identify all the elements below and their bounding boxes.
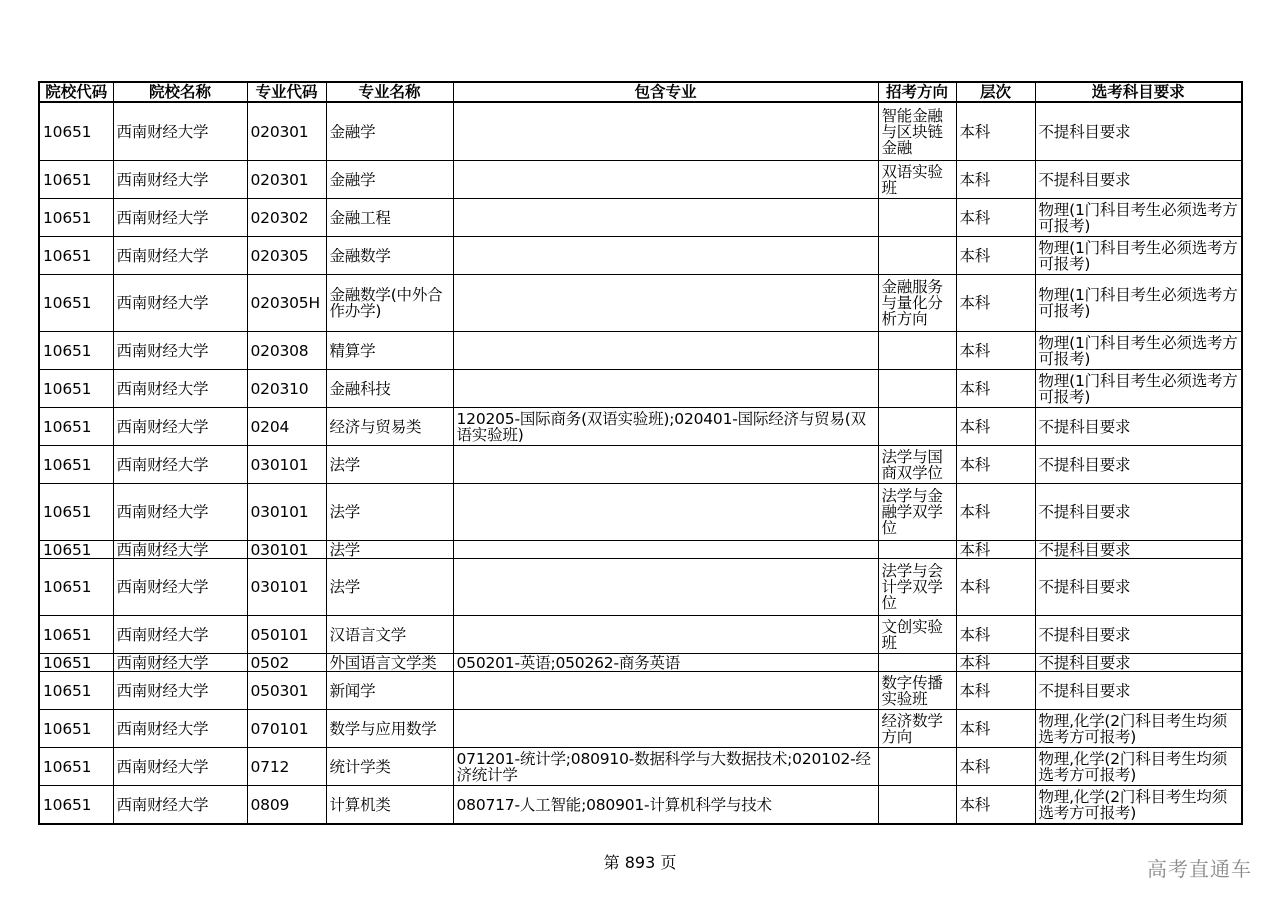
cell-school-code: 10651: [39, 654, 113, 672]
cell-direction: [878, 786, 956, 825]
cell-subject-requirement: 不提科目要求: [1035, 616, 1242, 654]
table-row: [39, 672, 1242, 710]
cell-level: 本科: [956, 408, 1035, 446]
cell-level: 本科: [956, 559, 1035, 616]
cell-major-name: 金融工程: [326, 199, 453, 237]
admission-table-container: [38, 81, 1241, 825]
cell-subject-requirement: 不提科目要求: [1035, 102, 1242, 161]
header-school-name: 院校名称: [113, 82, 247, 102]
table-row: [39, 332, 1242, 370]
cell-major-code: 020301: [247, 161, 326, 199]
cell-major-code: 020305H: [247, 275, 326, 332]
cell-school-code: 10651: [39, 484, 113, 541]
table-row: [39, 408, 1242, 446]
cell-subject-requirement: 物理(1门科目考生必须选考方可报考): [1035, 199, 1242, 237]
cell-major-code: 020301: [247, 102, 326, 161]
cell-direction: [878, 408, 956, 446]
cell-school-code: 10651: [39, 332, 113, 370]
cell-included-majors: 050201-英语;050262-商务英语: [453, 654, 878, 672]
table-row: [39, 748, 1242, 786]
cell-major-code: 030101: [247, 484, 326, 541]
cell-major-code: 070101: [247, 710, 326, 748]
cell-direction: [878, 654, 956, 672]
cell-school-name: 西南财经大学: [113, 161, 247, 199]
cell-level: 本科: [956, 672, 1035, 710]
cell-school-code: 10651: [39, 102, 113, 161]
cell-direction: 数字传播实验班: [878, 672, 956, 710]
cell-school-name: 西南财经大学: [113, 672, 247, 710]
cell-subject-requirement: 物理(1门科目考生必须选考方可报考): [1035, 237, 1242, 275]
cell-school-name: 西南财经大学: [113, 559, 247, 616]
cell-included-majors: [453, 616, 878, 654]
cell-subject-requirement: 不提科目要求: [1035, 446, 1242, 484]
page-number: 第 893 页: [603, 853, 677, 872]
cell-school-code: 10651: [39, 559, 113, 616]
cell-major-code: 050301: [247, 672, 326, 710]
cell-level: 本科: [956, 541, 1035, 559]
cell-included-majors: [453, 275, 878, 332]
cell-school-code: 10651: [39, 710, 113, 748]
cell-level: 本科: [956, 199, 1035, 237]
header-level: 层次: [956, 82, 1035, 102]
cell-subject-requirement: 物理(1门科目考生必须选考方可报考): [1035, 332, 1242, 370]
cell-direction: [878, 332, 956, 370]
cell-major-code: 050101: [247, 616, 326, 654]
table-row: [39, 616, 1242, 654]
cell-level: 本科: [956, 484, 1035, 541]
table-row: [39, 786, 1242, 825]
cell-school-code: 10651: [39, 672, 113, 710]
cell-major-name: 数学与应用数学: [326, 710, 453, 748]
cell-major-code: 030101: [247, 541, 326, 559]
table-row: [39, 541, 1242, 559]
cell-school-code: 10651: [39, 275, 113, 332]
cell-school-name: 西南财经大学: [113, 541, 247, 559]
cell-included-majors: [453, 541, 878, 559]
cell-subject-requirement: 不提科目要求: [1035, 161, 1242, 199]
table-row: [39, 654, 1242, 672]
cell-included-majors: [453, 672, 878, 710]
cell-direction: [878, 370, 956, 408]
table-row: [39, 102, 1242, 161]
cell-direction: [878, 541, 956, 559]
cell-subject-requirement: 不提科目要求: [1035, 559, 1242, 616]
cell-subject-requirement: 不提科目要求: [1035, 672, 1242, 710]
cell-major-code: 020302: [247, 199, 326, 237]
cell-subject-requirement: 不提科目要求: [1035, 541, 1242, 559]
cell-major-name: 金融学: [326, 102, 453, 161]
table-row: [39, 161, 1242, 199]
table-row: [39, 710, 1242, 748]
cell-school-name: 西南财经大学: [113, 275, 247, 332]
cell-level: 本科: [956, 654, 1035, 672]
cell-school-code: 10651: [39, 161, 113, 199]
cell-direction: 法学与会计学双学位: [878, 559, 956, 616]
cell-major-name: 金融科技: [326, 370, 453, 408]
table-row: [39, 237, 1242, 275]
cell-level: 本科: [956, 710, 1035, 748]
cell-major-name: 经济与贸易类: [326, 408, 453, 446]
table-row: [39, 199, 1242, 237]
header-major-name: 专业名称: [326, 82, 453, 102]
cell-school-name: 西南财经大学: [113, 616, 247, 654]
cell-subject-requirement: 不提科目要求: [1035, 408, 1242, 446]
cell-direction: 文创实验班: [878, 616, 956, 654]
cell-major-code: 0809: [247, 786, 326, 825]
cell-major-name: 统计学类: [326, 748, 453, 786]
cell-major-code: 020310: [247, 370, 326, 408]
cell-included-majors: [453, 710, 878, 748]
cell-subject-requirement: 物理(1门科目考生必须选考方可报考): [1035, 370, 1242, 408]
admission-table: [38, 81, 1243, 825]
cell-school-name: 西南财经大学: [113, 748, 247, 786]
cell-major-code: 0712: [247, 748, 326, 786]
cell-school-name: 西南财经大学: [113, 786, 247, 825]
cell-school-code: 10651: [39, 616, 113, 654]
header-major-code: 专业代码: [247, 82, 326, 102]
cell-included-majors: [453, 484, 878, 541]
cell-major-code: 030101: [247, 559, 326, 616]
cell-major-name: 新闻学: [326, 672, 453, 710]
cell-included-majors: 080717-人工智能;080901-计算机科学与技术: [453, 786, 878, 825]
table-header-row: [39, 82, 1242, 102]
watermark-text: 高考直通车: [1147, 857, 1252, 881]
table-row: [39, 446, 1242, 484]
cell-level: 本科: [956, 332, 1035, 370]
cell-school-code: 10651: [39, 370, 113, 408]
cell-direction: [878, 237, 956, 275]
cell-subject-requirement: 不提科目要求: [1035, 654, 1242, 672]
cell-included-majors: [453, 199, 878, 237]
cell-level: 本科: [956, 748, 1035, 786]
cell-included-majors: [453, 161, 878, 199]
cell-school-code: 10651: [39, 408, 113, 446]
cell-level: 本科: [956, 275, 1035, 332]
cell-major-code: 020308: [247, 332, 326, 370]
cell-direction: 法学与国商双学位: [878, 446, 956, 484]
cell-included-majors: 120205-国际商务(双语实验班);020401-国际经济与贸易(双语实验班): [453, 408, 878, 446]
cell-school-name: 西南财经大学: [113, 199, 247, 237]
cell-included-majors: [453, 332, 878, 370]
table-row: [39, 559, 1242, 616]
cell-included-majors: 071201-统计学;080910-数据科学与大数据技术;020102-经济统计学: [453, 748, 878, 786]
cell-included-majors: [453, 102, 878, 161]
cell-level: 本科: [956, 446, 1035, 484]
cell-included-majors: [453, 446, 878, 484]
cell-level: 本科: [956, 786, 1035, 825]
cell-major-name: 金融学: [326, 161, 453, 199]
table-row: [39, 484, 1242, 541]
cell-direction: [878, 199, 956, 237]
cell-school-code: 10651: [39, 237, 113, 275]
table-body: [39, 102, 1242, 824]
cell-major-code: 0502: [247, 654, 326, 672]
cell-major-name: 计算机类: [326, 786, 453, 825]
cell-major-name: 精算学: [326, 332, 453, 370]
cell-school-name: 西南财经大学: [113, 654, 247, 672]
cell-subject-requirement: 物理,化学(2门科目考生均须选考方可报考): [1035, 710, 1242, 748]
cell-school-name: 西南财经大学: [113, 237, 247, 275]
cell-direction: [878, 748, 956, 786]
cell-school-code: 10651: [39, 446, 113, 484]
cell-subject-requirement: 物理(1门科目考生必须选考方可报考): [1035, 275, 1242, 332]
cell-direction: 双语实验班: [878, 161, 956, 199]
cell-level: 本科: [956, 237, 1035, 275]
cell-school-name: 西南财经大学: [113, 102, 247, 161]
table-row: [39, 275, 1242, 332]
cell-direction: 经济数学方向: [878, 710, 956, 748]
cell-direction: 法学与金融学双学位: [878, 484, 956, 541]
cell-subject-requirement: 不提科目要求: [1035, 484, 1242, 541]
cell-major-code: 030101: [247, 446, 326, 484]
cell-subject-requirement: 物理,化学(2门科目考生均须选考方可报考): [1035, 786, 1242, 825]
cell-direction: 金融服务与量化分析方向: [878, 275, 956, 332]
cell-school-name: 西南财经大学: [113, 446, 247, 484]
cell-school-name: 西南财经大学: [113, 408, 247, 446]
cell-major-name: 法学: [326, 484, 453, 541]
cell-school-code: 10651: [39, 541, 113, 559]
header-subject-requirement: 选考科目要求: [1035, 82, 1242, 102]
cell-level: 本科: [956, 102, 1035, 161]
cell-school-name: 西南财经大学: [113, 370, 247, 408]
cell-major-code: 020305: [247, 237, 326, 275]
cell-school-code: 10651: [39, 748, 113, 786]
header-included-majors: 包含专业: [453, 82, 878, 102]
header-direction: 招考方向: [878, 82, 956, 102]
cell-major-name: 外国语言文学类: [326, 654, 453, 672]
cell-major-name: 法学: [326, 559, 453, 616]
cell-included-majors: [453, 370, 878, 408]
cell-included-majors: [453, 237, 878, 275]
cell-major-name: 法学: [326, 541, 453, 559]
cell-level: 本科: [956, 616, 1035, 654]
cell-included-majors: [453, 559, 878, 616]
cell-school-code: 10651: [39, 786, 113, 825]
cell-major-name: 金融数学: [326, 237, 453, 275]
header-school-code: 院校代码: [39, 82, 113, 102]
cell-direction: 智能金融与区块链金融: [878, 102, 956, 161]
cell-major-code: 0204: [247, 408, 326, 446]
cell-school-name: 西南财经大学: [113, 710, 247, 748]
cell-level: 本科: [956, 370, 1035, 408]
cell-school-name: 西南财经大学: [113, 484, 247, 541]
cell-school-name: 西南财经大学: [113, 332, 247, 370]
cell-major-name: 汉语言文学: [326, 616, 453, 654]
cell-level: 本科: [956, 161, 1035, 199]
table-row: [39, 370, 1242, 408]
cell-subject-requirement: 物理,化学(2门科目考生均须选考方可报考): [1035, 748, 1242, 786]
cell-major-name: 法学: [326, 446, 453, 484]
cell-major-name: 金融数学(中外合作办学): [326, 275, 453, 332]
cell-school-code: 10651: [39, 199, 113, 237]
